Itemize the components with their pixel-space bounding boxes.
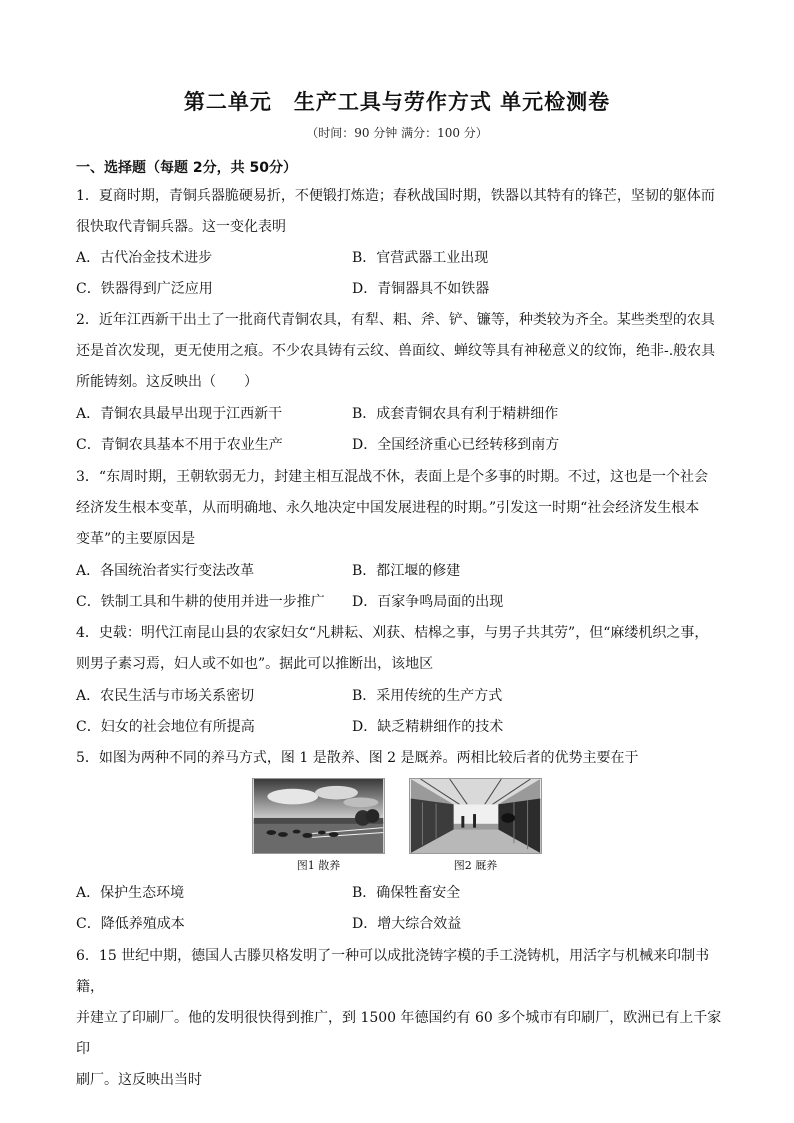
question-line: 还是首次发现，更无使用之痕。不少农具铸有云纹、兽面纹、蝉纹等具有神秘意义的纹饰，绝非-.般农具	[76, 343, 716, 359]
question-line: 变革”的主要原因是	[76, 531, 196, 547]
question-line: 6．15 世纪中期，德国人古滕贝格发明了一种可以成批浇铸字模的手工浇铸机，用活字与机械来印制书籍，	[76, 948, 710, 995]
option-a: A．各国统治者实行变法改革	[76, 563, 255, 579]
exam-time-info: （时间：90 分钟 满分：100 分）	[306, 126, 488, 140]
option-c: C．降低养殖成本	[76, 916, 185, 932]
question-line: 则男子素习焉，妇人或不如也”。据此可以推断出，该地区	[76, 656, 434, 672]
section-heading: 一、选择题（每题 2分，共 50分）	[76, 160, 297, 176]
option-c: C．妇女的社会地位有所提高	[76, 719, 255, 735]
option-c: C．铁制工具和牛耕的使用并进一步推广	[76, 594, 325, 610]
figure-1-caption: 图1 散养	[296, 859, 341, 872]
question-line: 2．近年江西新干出土了一批商代青铜农具，有犁、耜、斧、铲、镰等，种类较为齐全。某些类型的农具	[76, 312, 715, 328]
question-line: 并建立了印刷厂。他的发明很快得到推广，到 1500 年德国约有 60 多个城市有印刷厂，欧洲已有上千家印	[76, 1010, 722, 1057]
option-b: B．成套青铜农具有利于精耕细作	[352, 406, 559, 422]
question-3	[76, 462, 722, 555]
question-line: 所能铸刻。这反映出（ ）	[76, 374, 258, 390]
question-line: 经济发生根本变革，从而明确地、永久地决定中国发展进程的时期。”引发这一时期“社会经济发生根本	[76, 500, 700, 516]
stabled-horses-image	[409, 778, 542, 854]
question-line: 5．如图为两种不同的养马方式，图 1 是散养、图 2 是厩养。两相比较后者的优势主要在于	[76, 750, 639, 766]
question-line: 很快取代青铜兵器。这一变化表明	[76, 219, 286, 235]
question-line: 刷厂。这反映出当时	[76, 1072, 202, 1088]
question-line: 1．夏商时期，青铜兵器脆硬易折，不便锻打炼造；春秋战国时期，铁器以其特有的锋芒，坚韧的躯体而	[76, 188, 715, 204]
figure-2-caption: 图2 厩养	[453, 859, 498, 872]
free-range-horses-image	[252, 778, 385, 854]
question-6	[76, 941, 722, 1096]
question-4	[76, 618, 722, 680]
option-b: B．都江堰的修建	[352, 563, 461, 579]
question-line: 4．史载：明代江南昆山县的农家妇女“凡耕耘、刈获、桔槔之事，与男子共其劳”，但“麻缕机织之事，	[76, 625, 709, 641]
option-a: A．青铜农具最早出现于江西新干	[76, 406, 283, 422]
question-1	[76, 181, 722, 243]
option-b: B．确保牲畜安全	[352, 885, 461, 901]
option-d: D．全国经济重心已经转移到南方	[352, 437, 560, 453]
option-d: D．增大综合效益	[352, 916, 462, 932]
option-c: C．青铜农具基本不用于农业生产	[76, 437, 283, 453]
option-c: C．铁器得到广泛应用	[76, 281, 213, 297]
option-d: D．百家争鸣局面的出现	[352, 594, 504, 610]
option-a: A．保护生态环境	[76, 885, 185, 901]
option-b: B．官营武器工业出现	[352, 250, 489, 266]
option-b: B．采用传统的生产方式	[352, 688, 503, 704]
question-2	[76, 305, 722, 398]
option-d: D．青铜器具不如铁器	[352, 281, 490, 297]
page-title: 第二单元 生产工具与劳作方式 单元检测卷	[183, 90, 611, 114]
option-a: A．古代冶金技术进步	[76, 250, 213, 266]
question-line: 3．“东周时期，王朝软弱无力，封建主相互混战不休，表面上是个多事的时期。不过，这也是一个社会	[76, 469, 709, 485]
question-5	[76, 743, 722, 774]
option-d: D．缺乏精耕细作的技术	[352, 719, 504, 735]
option-a: A．农民生活与市场关系密切	[76, 688, 255, 704]
